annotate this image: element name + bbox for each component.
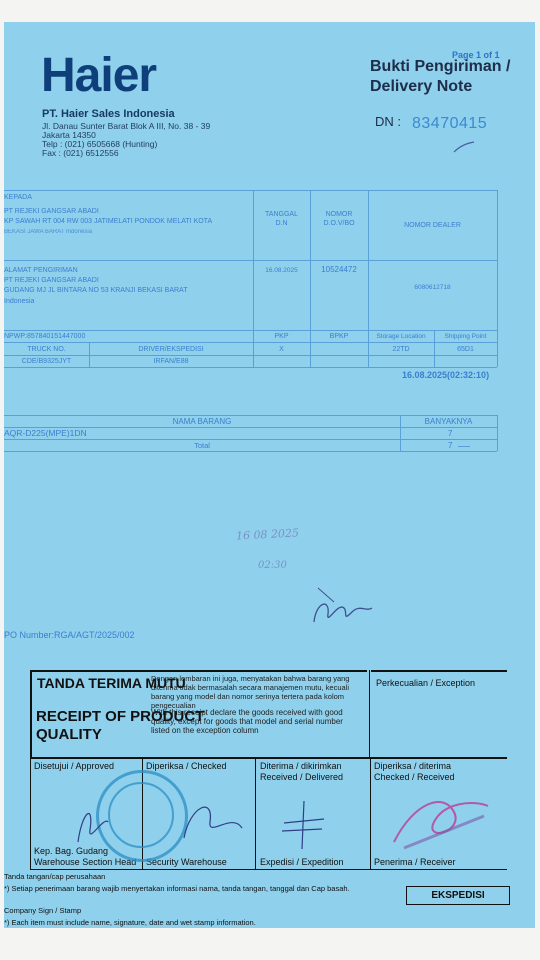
receipt-text-id: Dengan lembaran ini juga, menyatakan bahwa barang yang diterima tidak bermasalah secara manajemen mutu, kecuali barang yang model dan nomor serinya tertera pada kolom pengecualian <box>151 674 350 710</box>
total-label: Total <box>194 441 210 450</box>
npwp: NPWP:857840151447000 <box>4 333 86 340</box>
driver-label: DRIVER/EKSPEDISI <box>138 346 204 353</box>
dn-label: DN : <box>375 114 401 129</box>
receiver-label: Penerima / Receiver <box>374 857 456 867</box>
company-phone: Telp : (021) 6505668 (Hunting) <box>42 139 158 149</box>
pkp-label: PKP <box>274 333 289 340</box>
col-nama-barang: NAMA BARANG <box>172 417 232 426</box>
table-rule <box>4 367 497 368</box>
delivery-note-paper <box>4 22 535 928</box>
driver-name: IRFAN/E88 <box>153 358 189 365</box>
recipient-address-2: BEKASI JAWA BARAT Indonesia <box>4 229 93 235</box>
receipt-rule <box>369 670 370 758</box>
haier-logo: Haier <box>41 49 157 102</box>
bpkp-label: BPKP <box>329 333 349 340</box>
table-rule <box>4 451 497 452</box>
table-rule <box>497 415 498 451</box>
col-banyaknya: BANYAKNYA <box>424 417 473 426</box>
expedition-label: Expedisi / Expedition <box>260 857 344 867</box>
expedition-signature <box>274 797 334 857</box>
receiver-signature <box>384 782 504 862</box>
shipping-name: PT REJEKI GANGSAR ABADI <box>4 277 99 284</box>
tanda-terima-mutu: TANDA TERIMA MUTU <box>37 675 186 691</box>
quality-label: QUALITY <box>36 726 102 743</box>
shipping-point-value: 65D1 <box>457 346 474 353</box>
tanggal-header <box>253 210 310 228</box>
title-line-2: Delivery Note <box>370 78 473 95</box>
ekspedisi-box: EKSPEDISI <box>406 886 510 905</box>
receipt-text-en: With this receipt declare the goods received with good quality, except for goods that model and serial number listed on the exception column <box>151 708 343 735</box>
shipping-country: Indonesia <box>4 298 35 305</box>
pen-dash <box>458 446 470 447</box>
dn-number: 83470415 <box>412 115 488 132</box>
item-name: AQR-D225(MPE)1DN <box>4 428 87 438</box>
sig-rule <box>30 869 507 870</box>
page-indicator: Page 1 of 1 <box>452 50 500 60</box>
handwritten-date: 16 08 2025 <box>235 526 300 543</box>
tanggal-label: TANGGAL <box>265 211 298 218</box>
po-number: PO Number:RGA/AGT/2025/002 <box>4 630 135 640</box>
receipt-rule <box>30 670 32 758</box>
company-name: PT. Haier Sales Indonesia <box>42 108 175 120</box>
table-rule <box>4 330 497 331</box>
nomor-dealer-header: NOMOR DEALER <box>404 222 461 229</box>
company-city: Jakarta 14350 <box>42 130 96 140</box>
storage-location-value: 22TD <box>392 346 410 353</box>
table-rule <box>497 190 498 367</box>
title-line-1: Bukti Pengiriman / <box>370 58 511 75</box>
note-id: *) Setiap penerimaan barang wajib menyertakan informasi nama, tanda tangan, tanggal dan Cap basah. <box>4 884 350 893</box>
receipt-rule <box>371 670 507 672</box>
document-title <box>370 57 510 97</box>
table-rule <box>4 415 497 416</box>
print-timestamp: 16.08.2025(02:32:10) <box>402 370 490 380</box>
receipt-rule <box>30 757 507 759</box>
pen-mark <box>452 140 476 154</box>
warehouse-head-label: Kep. Bag. Gudang Warehouse Section Head <box>34 846 137 867</box>
truck-label: TRUCK NO. <box>27 346 66 353</box>
tanda-tangan-label: Tanda tangan/cap perusahaan <box>4 872 106 881</box>
shipping-point-label: Shipping Point <box>444 333 487 340</box>
recipient-address: KP SAWAH RT 004 RW 003 JATIMELATI PONDOK MELATI KOTA <box>4 218 213 225</box>
kepada-label: KEPADA <box>4 194 32 201</box>
do-date: 16.08.2025 <box>265 267 298 274</box>
sig-rule <box>255 759 256 869</box>
approved-label: Disetujui / Approved <box>34 761 115 771</box>
approver-signatures <box>64 782 254 852</box>
storage-location-label: Storage Location <box>376 333 426 340</box>
table-rule <box>4 355 497 356</box>
nomor-header <box>310 210 368 228</box>
security-label: Security Warehouse <box>146 857 227 867</box>
company-sign-label: Company Sign / Stamp <box>4 906 82 915</box>
checked-label: Diperiksa / Checked <box>146 761 227 771</box>
item-qty: 7 <box>448 429 453 438</box>
table-rule <box>4 260 497 261</box>
sig-rule <box>370 759 371 869</box>
tanggal-dn-label: D.N <box>275 220 288 227</box>
exception-label: Perkecualian / Exception <box>376 678 476 688</box>
shipping-address: GUDANG MJ JL BINTARA NO 53 KRANJI BEKASI BARAT <box>4 287 188 294</box>
dealer-number: 6080612718 <box>414 284 451 291</box>
table-rule <box>4 190 497 191</box>
table-rule <box>4 342 497 343</box>
do-number: 10524472 <box>321 265 357 274</box>
recipient-name: PT REJEKI GANGSAR ABADI <box>4 208 99 215</box>
receipt-of-product: RECEIPT OF PRODUCT <box>36 708 205 725</box>
sig-rule <box>30 759 31 869</box>
receipt-rule <box>30 670 367 672</box>
company-address: Jl. Danau Sunter Barat Blok A III, No. 38 - 39 <box>42 121 211 131</box>
pkp-value: X <box>279 346 284 353</box>
nomor-dovibo-label: D.O.V/BO <box>323 220 355 227</box>
handwritten-signature <box>308 582 378 634</box>
handwritten-time: 02:30 <box>258 560 287 571</box>
table-rule <box>4 439 497 440</box>
company-fax: Fax : (021) 6512556 <box>42 148 119 158</box>
checked-received-label: Diperiksa / diterima Checked / Received <box>374 761 455 782</box>
truck-number: CDE/B9325JYT <box>21 358 72 365</box>
nomor-label: NOMOR <box>325 211 353 218</box>
note-en: *) Each item must include name, signature, date and wet stamp information. <box>4 918 256 927</box>
total-qty: 7 <box>448 441 453 450</box>
alamat-label: ALAMAT PENGIRIMAN <box>4 267 78 274</box>
received-delivered-label: Diterima / dikirimkan Received / Delivered <box>260 761 344 782</box>
